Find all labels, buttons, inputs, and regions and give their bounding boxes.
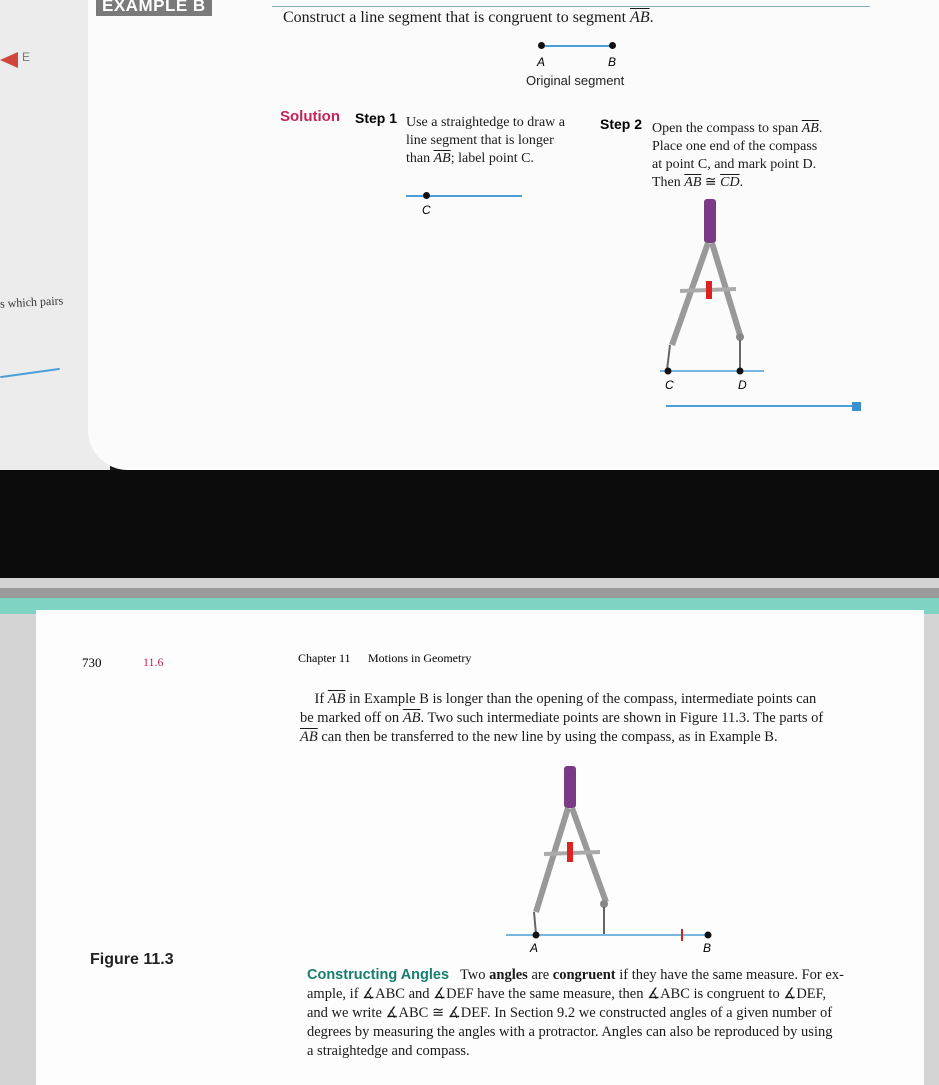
step1-point-c-label: C xyxy=(422,203,431,217)
step2-label: Step 2 xyxy=(600,116,643,132)
compass-pencil-tip xyxy=(736,333,744,341)
bottom-blue-rule xyxy=(666,405,858,407)
top-book-page xyxy=(88,0,939,470)
chapter-title: Motions in Geometry xyxy=(368,651,472,665)
point-b-dot xyxy=(609,42,616,49)
compass-pencil-tip xyxy=(600,900,608,908)
example-label: EXAMPLE B xyxy=(96,0,212,16)
chapter-label: Chapter 11 xyxy=(298,651,351,665)
step1-text: Use a straightedge to draw a line segment that is longer than $\overline{AB}$; label point C. xyxy=(406,115,565,166)
section-heading: Constructing Angles xyxy=(307,967,450,983)
page-gap-shadow xyxy=(0,470,939,578)
instruction-text: Construct a line segment that is congruent to segment $\overline{AB}$. xyxy=(283,9,654,26)
compass-knob xyxy=(706,281,712,299)
step2-point-d-label: D xyxy=(738,378,747,392)
original-segment-caption: Original segment xyxy=(526,73,625,88)
paragraph-constructing-angles: Constructing Angles Two angles are congruent if they have the same measure. For ex- ample, if ∡ABC and ∡DEF have the same measure, then ∡ABC is congruent to ∡DEF, and we write ∡ABC ≅ ∡DEF. In Section 9.2 we constructed angles of a given number of degrees by measuring the angles with a protractor. Angles can also be reproduced by using a straightedge and compass. xyxy=(307,967,844,1059)
blue-square-marker xyxy=(852,402,861,411)
fig-point-b-label: B xyxy=(703,941,712,955)
compass-left-leg xyxy=(672,243,708,345)
point-b-label: B xyxy=(608,55,617,69)
compass-right-leg xyxy=(572,808,606,902)
section-number: 11.6 xyxy=(143,655,164,669)
point-d-dot xyxy=(737,368,744,375)
point-c-dot xyxy=(665,368,672,375)
figure-label: Figure 11.3 xyxy=(90,951,174,968)
top-rule xyxy=(272,6,870,7)
left-edge-text: s which pairs xyxy=(0,293,64,311)
fig-point-a-label: A xyxy=(530,941,539,955)
compass-left-leg xyxy=(536,808,568,912)
point-c-dot xyxy=(423,192,430,199)
point-a-dot xyxy=(538,42,545,49)
compass-handle xyxy=(564,766,576,808)
gray-band xyxy=(0,588,939,598)
red-arrow-icon xyxy=(0,52,18,68)
left-edge-label-e: E xyxy=(22,50,31,64)
step1-label: Step 1 xyxy=(355,110,398,126)
paragraph-intermediate-points: If $\overline{AB}$ in Example B is longer than the opening of the compass, intermediate points can be marked off on $\overline{AB}$. Two such intermediate points are shown in Figure 11.3. The parts of $\overline{AB}$ can then be transferred to the new line by using the compass, as in Example B. xyxy=(300,691,824,745)
figure-11-3-compass xyxy=(500,762,740,947)
point-a-label: A xyxy=(537,55,546,69)
compass-knob xyxy=(567,842,573,862)
original-segment-line xyxy=(541,45,612,47)
solution-label: Solution xyxy=(280,108,340,125)
fig-point-b-dot xyxy=(705,932,712,939)
compass-handle xyxy=(704,199,716,243)
page-number: 730 xyxy=(82,655,102,670)
step2-text: Open the compass to span $\overline{AB}$. Place one end of the compass at point C, and mark point D. Then $\overline{AB}$ ≅ $\overline{CD}$. xyxy=(652,121,823,190)
compass-illustration-top xyxy=(640,195,780,385)
fig-point-a-dot xyxy=(533,932,540,939)
step2-point-c-label: C xyxy=(665,378,674,392)
